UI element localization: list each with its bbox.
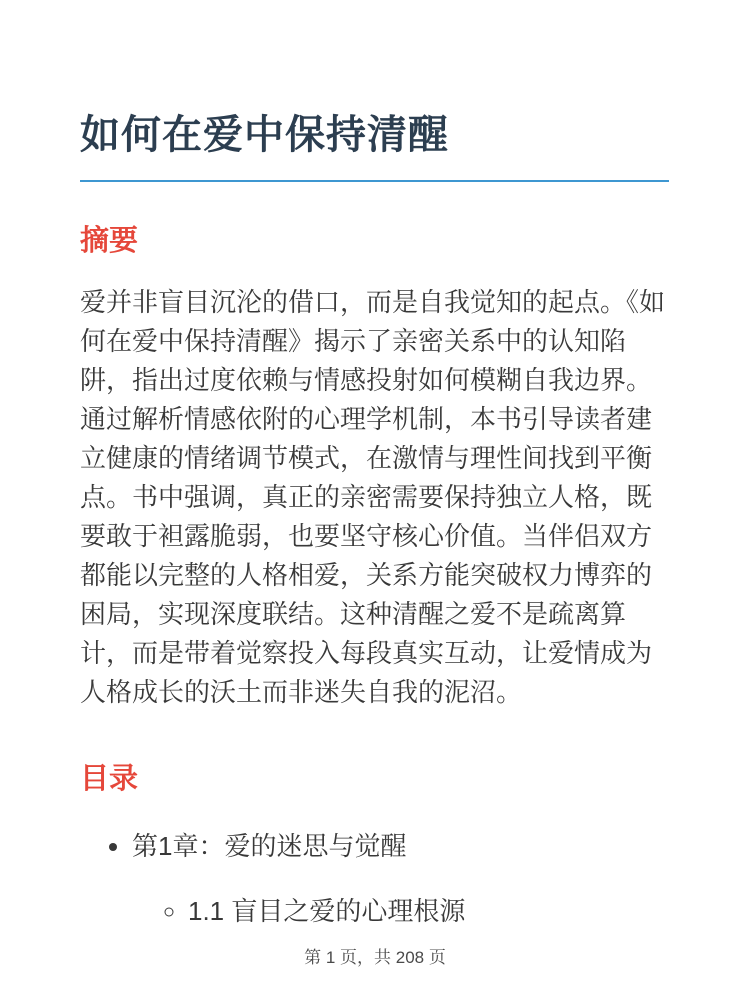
page-footer: 第 1 页，共 208 页 (304, 948, 446, 967)
abstract-heading: 摘要 (80, 225, 139, 257)
toc-item-section-1-1 (188, 892, 669, 931)
toc-heading: 目录 (80, 762, 139, 795)
toc-item-label: 第1章：爱的迷思与觉醒 (132, 830, 407, 861)
title-divider (80, 180, 669, 182)
abstract-paragraph: 爱并非盲目沉沦的借口，而是自我觉知的起点。《如何在爱中保持清醒》揭示了亲密关系中的认知陷阱，指出过度依赖与情感投射如何模糊自我边界。通过解析情感依附的心理学机制，本书引导读者建立健康的情绪调节模式，在激情与理性间找到平衡点。书中强调，真正的亲密需要保持独立人格，既要敢于袒露脆弱，也要坚守核心价值。当伴侣双方都能以完整的人格相爱，关系方能突破权力博弈的困局，实现深度联结。这种清醒之爱不是疏离算计，而是带着觉察投入每段真实互动，让爱情成为人格成长的沃土而非迷失自我的泥沼。 (80, 286, 666, 707)
toc-list (80, 827, 669, 931)
toc-item-chapter-1 (132, 827, 669, 931)
toc-subitem-label: 1.1 盲目之爱的心理根源 (188, 895, 466, 926)
toc-sublist (132, 892, 669, 931)
page-title: 如何在爱中保持清醒 (80, 113, 449, 157)
